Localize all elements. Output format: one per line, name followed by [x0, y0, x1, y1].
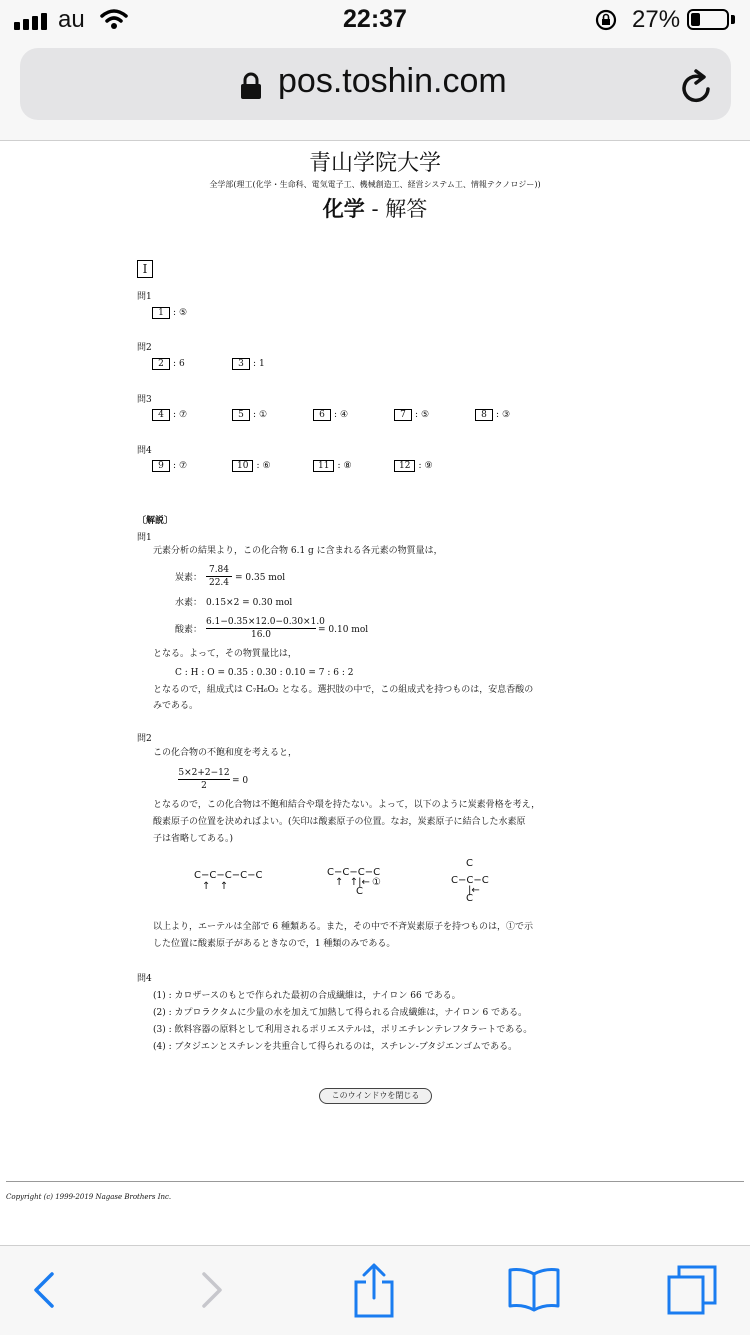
footer-divider: [6, 1181, 744, 1182]
subject-name: 化学: [322, 196, 365, 221]
section-roman-box: I: [137, 260, 153, 278]
forward-icon[interactable]: [198, 1268, 226, 1312]
answer-item: 6 : ④: [313, 409, 348, 421]
share-icon[interactable]: [352, 1262, 396, 1318]
exp-q2-summary1: 以上より，エーテルは全部で 6 種類ある。また，その中で不斉炭素原子を持つものは，①で示: [153, 922, 534, 932]
exp-q4-line: (4) : ブタジエンとスチレンを共重合して得られるのは，スチレン-ブタジエンゴムである。: [153, 1042, 518, 1052]
structure-1-arrows: ↑ ↑: [202, 881, 229, 892]
exp-q1-conclusion2: となるので，組成式は C₇H₆O₂ となる。選択肢の中で，この組成式を持つものは，安息香酸の: [153, 685, 534, 695]
tabs-icon[interactable]: [666, 1264, 718, 1316]
answer-item: 1 : ⑤: [152, 307, 187, 319]
unsaturation-result: = 0: [232, 776, 249, 786]
structure-3-arrow: |←: [468, 885, 480, 896]
oxygen-result: = 0.10 mol: [318, 625, 369, 635]
exp-q4-line: (1) : カロザースのもとで作られた最初の合成繊維は，ナイロン 66 である。: [153, 991, 461, 1001]
faculty-line: 全学部(理工(化学・生命科、電気電子工、機械創造工、経営システム工、情報テクノロジー)): [209, 180, 541, 189]
exp-q1-intro: 元素分析の結果より，この化合物 6.1 g に含まれる各元素の物質量は，: [153, 546, 443, 556]
oxygen-label: 酸素：: [175, 625, 203, 635]
browser-address-area: [0, 40, 750, 141]
hydrogen-label: 水素：: [175, 598, 203, 608]
answer-item: 7 : ⑤: [394, 409, 429, 421]
clock: 22:37: [343, 5, 407, 33]
answer-item: 12 : ⑨: [394, 460, 433, 472]
structure-2-mark: ①: [372, 877, 381, 888]
answer-item: 8 : ③: [475, 409, 510, 421]
structure-2: C−C−C−C: [327, 867, 381, 878]
exp-q4-line: (2) : カプロラクタムに少量の水を加えて加熱して得られる合成繊維は，ナイロン 6 である。: [153, 1008, 528, 1018]
carbon-label: 炭素：: [175, 573, 203, 583]
structure-1: C−C−C−C−C: [194, 870, 263, 881]
battery-percent: 27%: [632, 6, 681, 33]
exp-q1-conclusion1: となる。よって，その物質量比は，: [153, 649, 297, 659]
carbon-fraction: 7.84 22.4: [206, 565, 232, 588]
carrier-name: au: [58, 6, 85, 33]
battery-cap: [731, 15, 735, 24]
subject-title: [0, 193, 750, 223]
answer-item: 4 : ⑦: [152, 409, 187, 421]
battery-icon: [687, 9, 729, 30]
university-title: 青山学院大学: [308, 151, 441, 176]
url-text[interactable]: pos.toshin.com: [278, 62, 507, 100]
exp-q2-body2: 酸素原子の位置を決めればよい。(矢印は酸素原子の位置。なお，炭素原子に結合した水素原: [153, 817, 526, 827]
carbon-result: = 0.35 mol: [235, 573, 286, 583]
exp-q1-conclusion3: みである。: [153, 701, 199, 711]
answer-item: 11 : ⑧: [313, 460, 352, 472]
status-bar: [0, 0, 750, 40]
answer-q3-label: 問3: [137, 395, 152, 405]
structure-3-bottom: C: [466, 893, 473, 904]
exp-q2-intro: この化合物の不飽和度を考えると，: [153, 748, 298, 758]
answer-item: 10 : ⑥: [232, 460, 271, 472]
exp-q2-body3: 子は省略してある。): [153, 834, 234, 844]
exp-q4-line: (3) : 飲料容器の原料として利用されるポリエステルは，ポリエチレンテレフタラートである。: [153, 1025, 533, 1035]
bookmarks-icon[interactable]: [507, 1266, 561, 1312]
subject-suffix: - 解答: [364, 197, 428, 221]
structure-3-mid: C−C−C: [451, 875, 489, 886]
exp-q4-label: 問4: [137, 974, 152, 984]
structure-2-arrows: ↑ ↑|←: [335, 877, 370, 888]
address-bar[interactable]: [20, 48, 731, 120]
unsaturation-fraction: 5×2+2−12 2: [178, 768, 230, 791]
oxygen-fraction: 6.1−0.35×12.0−0.30×1.0 16.0: [206, 617, 325, 640]
structure-3-top: C: [466, 858, 473, 869]
close-window-button[interactable]: このウインドウを閉じる: [319, 1088, 432, 1104]
ratio-line: C : H : O = 0.35 : 0.30 : 0.10 = 7 : 6 : 2: [175, 668, 354, 678]
safari-toolbar: [0, 1245, 750, 1335]
web-page: [0, 141, 750, 1245]
rotation-lock-icon: [594, 8, 618, 32]
answer-item: 2 : 6: [152, 358, 185, 370]
exp-q2-body1: となるので，この化合物は不飽和結合や環を持たない。よって，以下のように炭素骨格を考え，: [153, 800, 541, 810]
answer-q4-label: 問4: [137, 446, 152, 456]
lock-icon: [240, 72, 262, 100]
answer-item: 5 : ①: [232, 409, 267, 421]
answer-q2-label: 問2: [137, 343, 152, 353]
exp-q2-label: 問2: [137, 734, 152, 744]
answer-q1-label: 問1: [137, 292, 152, 302]
answer-item: 3 : 1: [232, 358, 265, 370]
exp-q1-label: 問1: [137, 533, 152, 543]
back-icon[interactable]: [30, 1268, 58, 1312]
answer-item: 9 : ⑦: [152, 460, 187, 472]
explanation-title: 〔解説〕: [137, 516, 174, 526]
structure-2-branch: C: [356, 886, 363, 897]
copyright: Copyright (c) 1999-2019 Nagase Brothers Inc.: [6, 1193, 172, 1201]
exp-q2-summary2: した位置に酸素原子があるときなので，1 種類のみである。: [153, 939, 396, 949]
reload-icon[interactable]: [680, 68, 714, 104]
hydrogen-expr: 0.15×2 = 0.30 mol: [206, 598, 293, 608]
